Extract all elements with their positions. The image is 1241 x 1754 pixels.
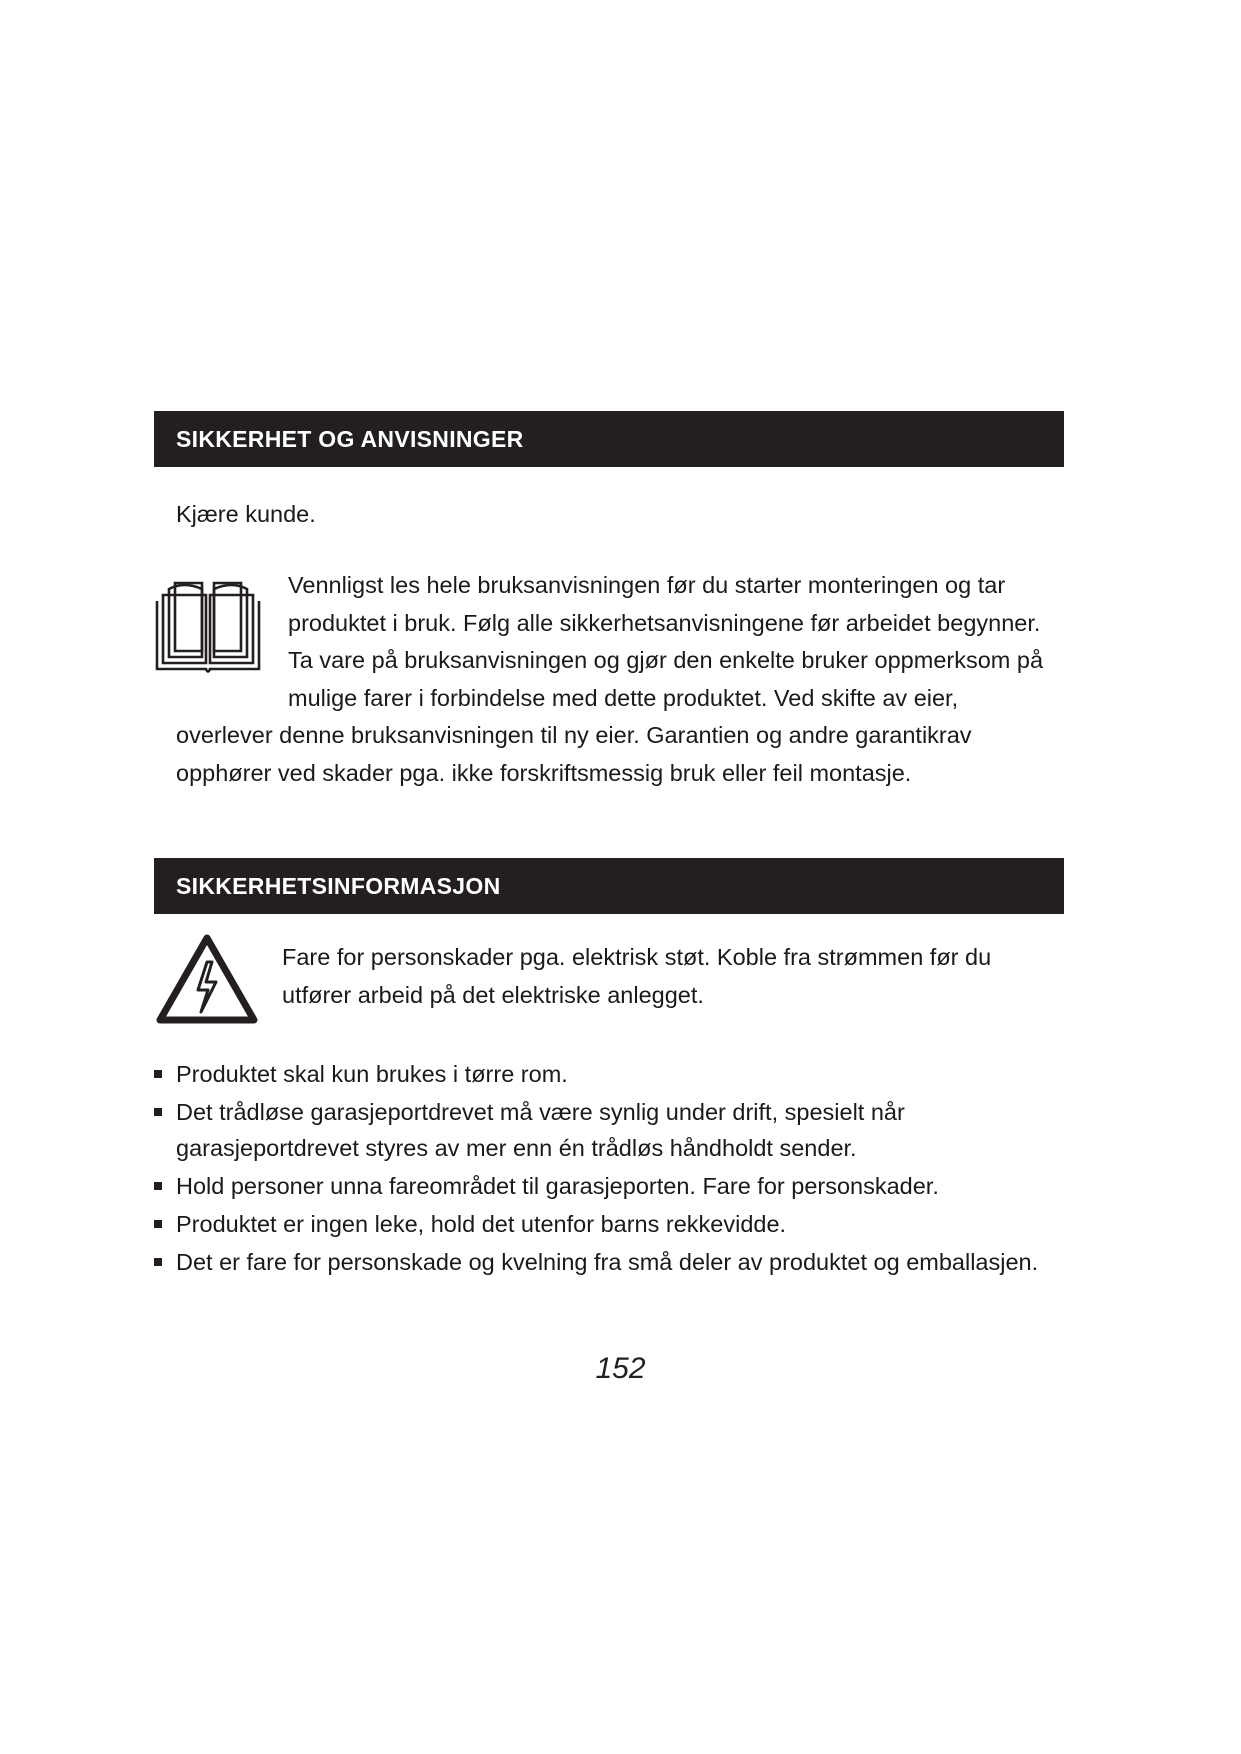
- greeting: Kjære kunde.: [176, 501, 316, 527]
- intro-block: [176, 567, 1056, 792]
- list-item: Hold personer unna fareområdet til garasjeporten. Fare for personskader.: [154, 1168, 1054, 1204]
- list-item: Det er fare for personskade og kvelning fra små deler av produktet og emballasjen.: [154, 1244, 1054, 1280]
- bullet-square-icon: [154, 1108, 162, 1116]
- bullet-square-icon: [154, 1070, 162, 1078]
- electric-hazard-icon: [154, 932, 260, 1028]
- electric-warning-text: Fare for personskader pga. elektrisk støt. Koble fra strømmen før du utfører arbeid på det elektriske anlegget.: [282, 944, 992, 1008]
- section-heading-safety-information: SIKKERHETSINFORMASJON: [154, 858, 1064, 914]
- list-item: Det trådløse garasjeportdrevet må være synlig under drift, spesielt når garasjeportdrevet styres av mer enn én trådløs håndholdt sender.: [154, 1094, 1054, 1166]
- list-item: Produktet skal kun brukes i tørre rom.: [154, 1056, 1054, 1092]
- intro-paragraph: Vennligst les hele bruksanvisningen før du starter monteringen og tar produktet i bruk. Følg alle sikkerhetsanvisningene før arbeidet begynner. Ta vare på bruksanvisningen og gjør den enkelte bruker oppmerksom på mulige farer i forbindelse med dette produktet. Ved skifte av eier, overlever denne bruksanvisningen til ny eier. Garantien og andre garantikrav opphører ved skader pga. ikke forskriftsmessig bruk eller feil montasje.: [176, 572, 1044, 786]
- bullet-square-icon: [154, 1182, 162, 1190]
- section-heading-safety-instructions: SIKKERHET OG ANVISNINGER: [154, 411, 1064, 467]
- safety-bullet-list: [154, 1056, 1054, 1282]
- page-number: 152: [595, 1352, 646, 1385]
- book-icon: [154, 575, 262, 681]
- bullet-square-icon: [154, 1258, 162, 1266]
- bullet-square-icon: [154, 1220, 162, 1228]
- list-item: Produktet er ingen leke, hold det utenfor barns rekkevidde.: [154, 1206, 1054, 1242]
